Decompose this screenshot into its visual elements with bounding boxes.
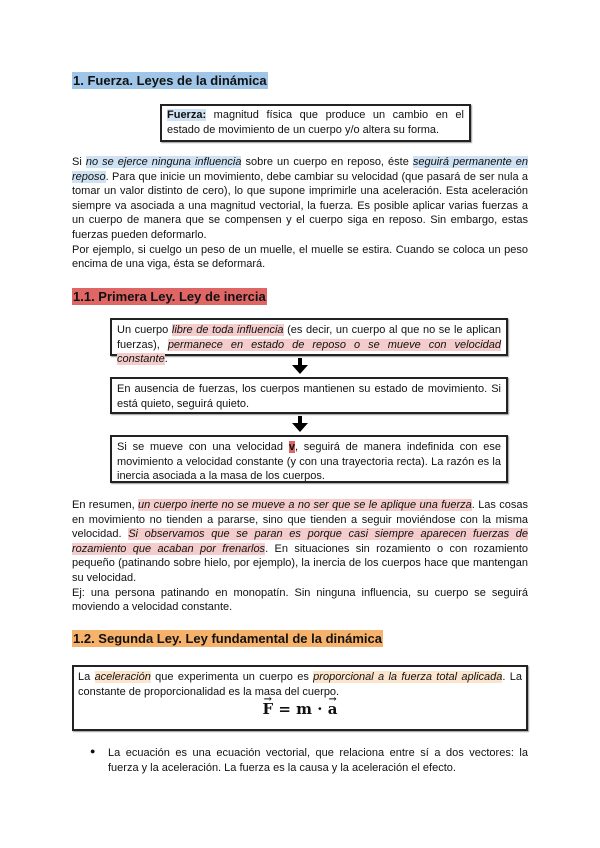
highlight: Si observamos que se paran es porque casi siempre aparecen fuerzas de rozamiento que acaban por frenarlos — [72, 528, 528, 555]
text: (es decir, un cuerpo al que no se le aplican fuerzas), — [117, 324, 502, 351]
highlight: proporcional a la fuerza total aplicada — [313, 671, 503, 683]
highlight: libre de toda influencia — [171, 324, 284, 336]
highlight: permanece en estado de reposo o se mueve con velocidad constante — [117, 338, 501, 366]
velocity-symbol: v — [288, 441, 295, 453]
text: . En situaciones sin rozamiento o con rozamiento pequeño (patinando sobre hielo, por ejemplo), la inercia de los cuerpos hace que mantengan su velocidad. — [72, 542, 528, 584]
text: . La constante de proporcionalidad es la masa del cuerpo. — [78, 671, 522, 698]
section-1-1-heading: 1.1. Primera Ley. Ley de inercia — [73, 289, 266, 304]
second-law-box — [72, 665, 528, 731]
inertia-box-2: En ausencia de fuerzas, los cuerpos mantienen su estado de movimiento. Si está quieto, seguirá quieto. — [110, 377, 508, 414]
section-1-2-heading: 1.2. Segunda Ley. Ley fundamental de la dinámica — [73, 631, 382, 646]
acceleration-vector: → a — [328, 702, 338, 717]
section-1-heading: 1. Fuerza. Leyes de la dinámica — [73, 73, 267, 88]
text: Si se mueve con una velocidad — [117, 441, 289, 453]
text: . — [164, 353, 168, 366]
text: , seguirá de manera indefinida con ese movimiento a velocidad constante (y con una trayectoria recta). La razón es la inercia asociada a la masa de los cuerpos. — [117, 441, 501, 483]
text: . Para que inicie un movimiento, debe cambiar su velocidad (que pasará de ser nula a tomar un valor distinto de cero), lo que supone imprimirle una aceleración. Esta aceleración siempre va asociada a una magnitud vectorial, la fuerza. Es posible aplicar varias fuerzas a un cuerpo de manera que se compensen y el cuerpo siga en reposo. Sin embargo, estas fuerzas pueden deformarlo. — [72, 170, 528, 241]
text: sobre un cuerpo en reposo, éste — [241, 156, 413, 168]
definition-box — [160, 104, 471, 142]
intro-paragraph — [72, 155, 528, 272]
summary-paragraph — [72, 498, 528, 615]
text: Si — [72, 156, 86, 168]
example-text: Ej: una persona patinando en monopatín. Sin ninguna influencia, su cuerpo se seguirá moviendo a velocidad constante. — [72, 586, 528, 614]
bullet-text: La ecuación es una ecuación vectorial, que relaciona entre sí a dos vectores: la fuerza y la aceleración. La fuerza es la causa y la aceleración el efecto. — [108, 747, 528, 774]
example-text: Por ejemplo, si cuelgo un peso de un muelle, el muelle se estira. Cuando se coloca un peso encima de una viga, ésta se deformará. — [72, 243, 528, 271]
text: que experimenta un cuerpo es — [150, 671, 314, 683]
inertia-box-1 — [110, 318, 508, 366]
highlight: seguirá permanente en reposo — [72, 156, 528, 183]
highlight: aceleración — [94, 671, 151, 683]
definition-term: Fuerza: — [167, 109, 207, 121]
text: La — [78, 671, 95, 683]
inertia-box-3 — [110, 435, 508, 483]
formula — [78, 702, 522, 717]
bullet-icon: ● — [90, 746, 96, 756]
text: . Las cosas en movimiento no tienden a pararse, sino que tienden a seguir moviéndose con la misma velocidad. — [72, 499, 529, 541]
formula-operator: = m · — [273, 700, 328, 719]
definition-text: magnitud física que produce un cambio en el estado de movimiento de un cuerpo y/o altera su forma. — [167, 109, 464, 136]
force-vector: → F — [263, 702, 274, 717]
text: En resumen, — [72, 499, 139, 511]
text: Un cuerpo — [117, 324, 172, 336]
highlight: no se ejerce ninguna influencia — [85, 156, 242, 168]
highlight: un cuerpo inerte no se mueve a no ser que se le aplique una fuerza — [138, 499, 472, 511]
